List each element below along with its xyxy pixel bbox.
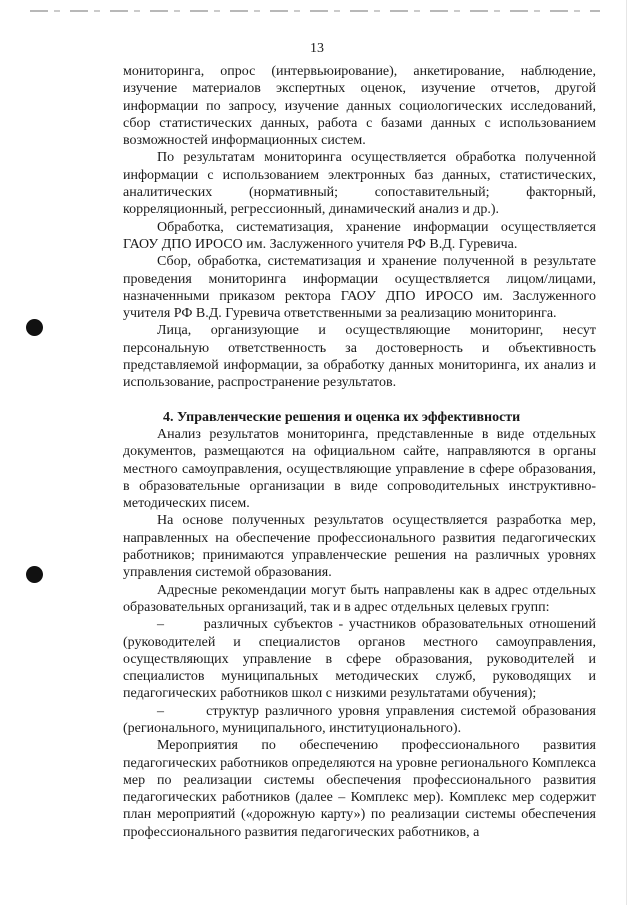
section-spacer — [123, 392, 596, 409]
paragraph-processing: По результатам мониторинга осуществляется обработка полученной информации с использованием электронных баз данных, статистических, аналитических (нормативный; сопоставительный; факторный, корреляционный, регрессионный, динамический анализ и др.). — [123, 150, 596, 218]
paragraph-storage: Обработка, систематизация, хранение информации осуществляется ГАОУ ДПО ИРОСО им. Заслуженного учителя РФ В.Д. Гуревича. — [123, 219, 596, 252]
punch-hole-icon — [26, 566, 43, 583]
list-item: – различных субъектов - участников образовательных отношений (руководителей и специалистов органов местного самоуправления, осуществляющих управление в сфере образования, руководителей и специалистов муниципальных методических служб, руководящих и педагогических работников школ с низкими результатами обучения); — [123, 617, 596, 702]
paragraph-methods: мониторинга, опрос (интервьюирование), анкетирование, наблюдение, изучение материалов экспертных оценок, изучение отчетов, другой информации по запросу, изучение данных социологических исследований, сбор статистических данных, работа с базами данных с использованием возможностей информационных систем. — [123, 64, 596, 149]
page-number: 13 — [310, 41, 324, 56]
scan-artifact-right-edge — [626, 0, 627, 905]
paragraph-recommendations: Адресные рекомендации могут быть направлены как в адрес отдельных образовательных организаций, так и в адрес отдельных целевых групп: — [123, 582, 596, 615]
paragraph-accountability: Лица, организующие и осуществляющие мониторинг, несут персональную ответственность за достоверность и объективность представляемой информации, за обработку данных мониторинга, их анализ и использование, распространение результатов. — [123, 323, 596, 391]
document-body — [123, 63, 596, 841]
paragraph-measures: На основе полученных результатов осуществляется разработка мер, направленных на обеспечение профессионального развития педагогических работников; принимаются управленческие решения на различных уровнях управления системой образования. — [123, 513, 596, 581]
paragraph-complex-measures: Мероприятия по обеспечению профессионального развития педагогических работников определяются на уровне регионального Комплекса мер по реализации системы обеспечения профессионального развития педагогических работников (далее – Комплекс мер). Комплекс мер содержит план мероприятий («дорожную карту») по реализации системы обеспечения профессионального развития педагогических работников, а — [123, 738, 596, 840]
punch-hole-icon — [26, 319, 43, 336]
paragraph-analysis: Анализ результатов мониторинга, представленные в виде отдельных документов, размещаются на официальном сайте, направляются в органы местного самоуправления, осуществляющие управление в сфере образования, в образовательные организации в виде сопроводительных инструктивно-методических писем. — [123, 426, 596, 512]
list-item: – структур различного уровня управления системой образования (регионального, муниципального, институционального). — [123, 703, 596, 736]
paragraph-responsible-persons: Сбор, обработка, систематизация и хранение полученной в результате проведения мониторинга информации осуществляется лицом/лицами, назначенными приказом ректора ГАОУ ДПО ИРОСО им. Заслуженного учителя РФ В.Д. Гуревича ответственными за реализацию мониторинга. — [123, 254, 596, 322]
section-heading: 4. Управленческие решения и оценка их эффективности — [163, 409, 521, 425]
scan-artifact-top-line — [30, 10, 600, 12]
